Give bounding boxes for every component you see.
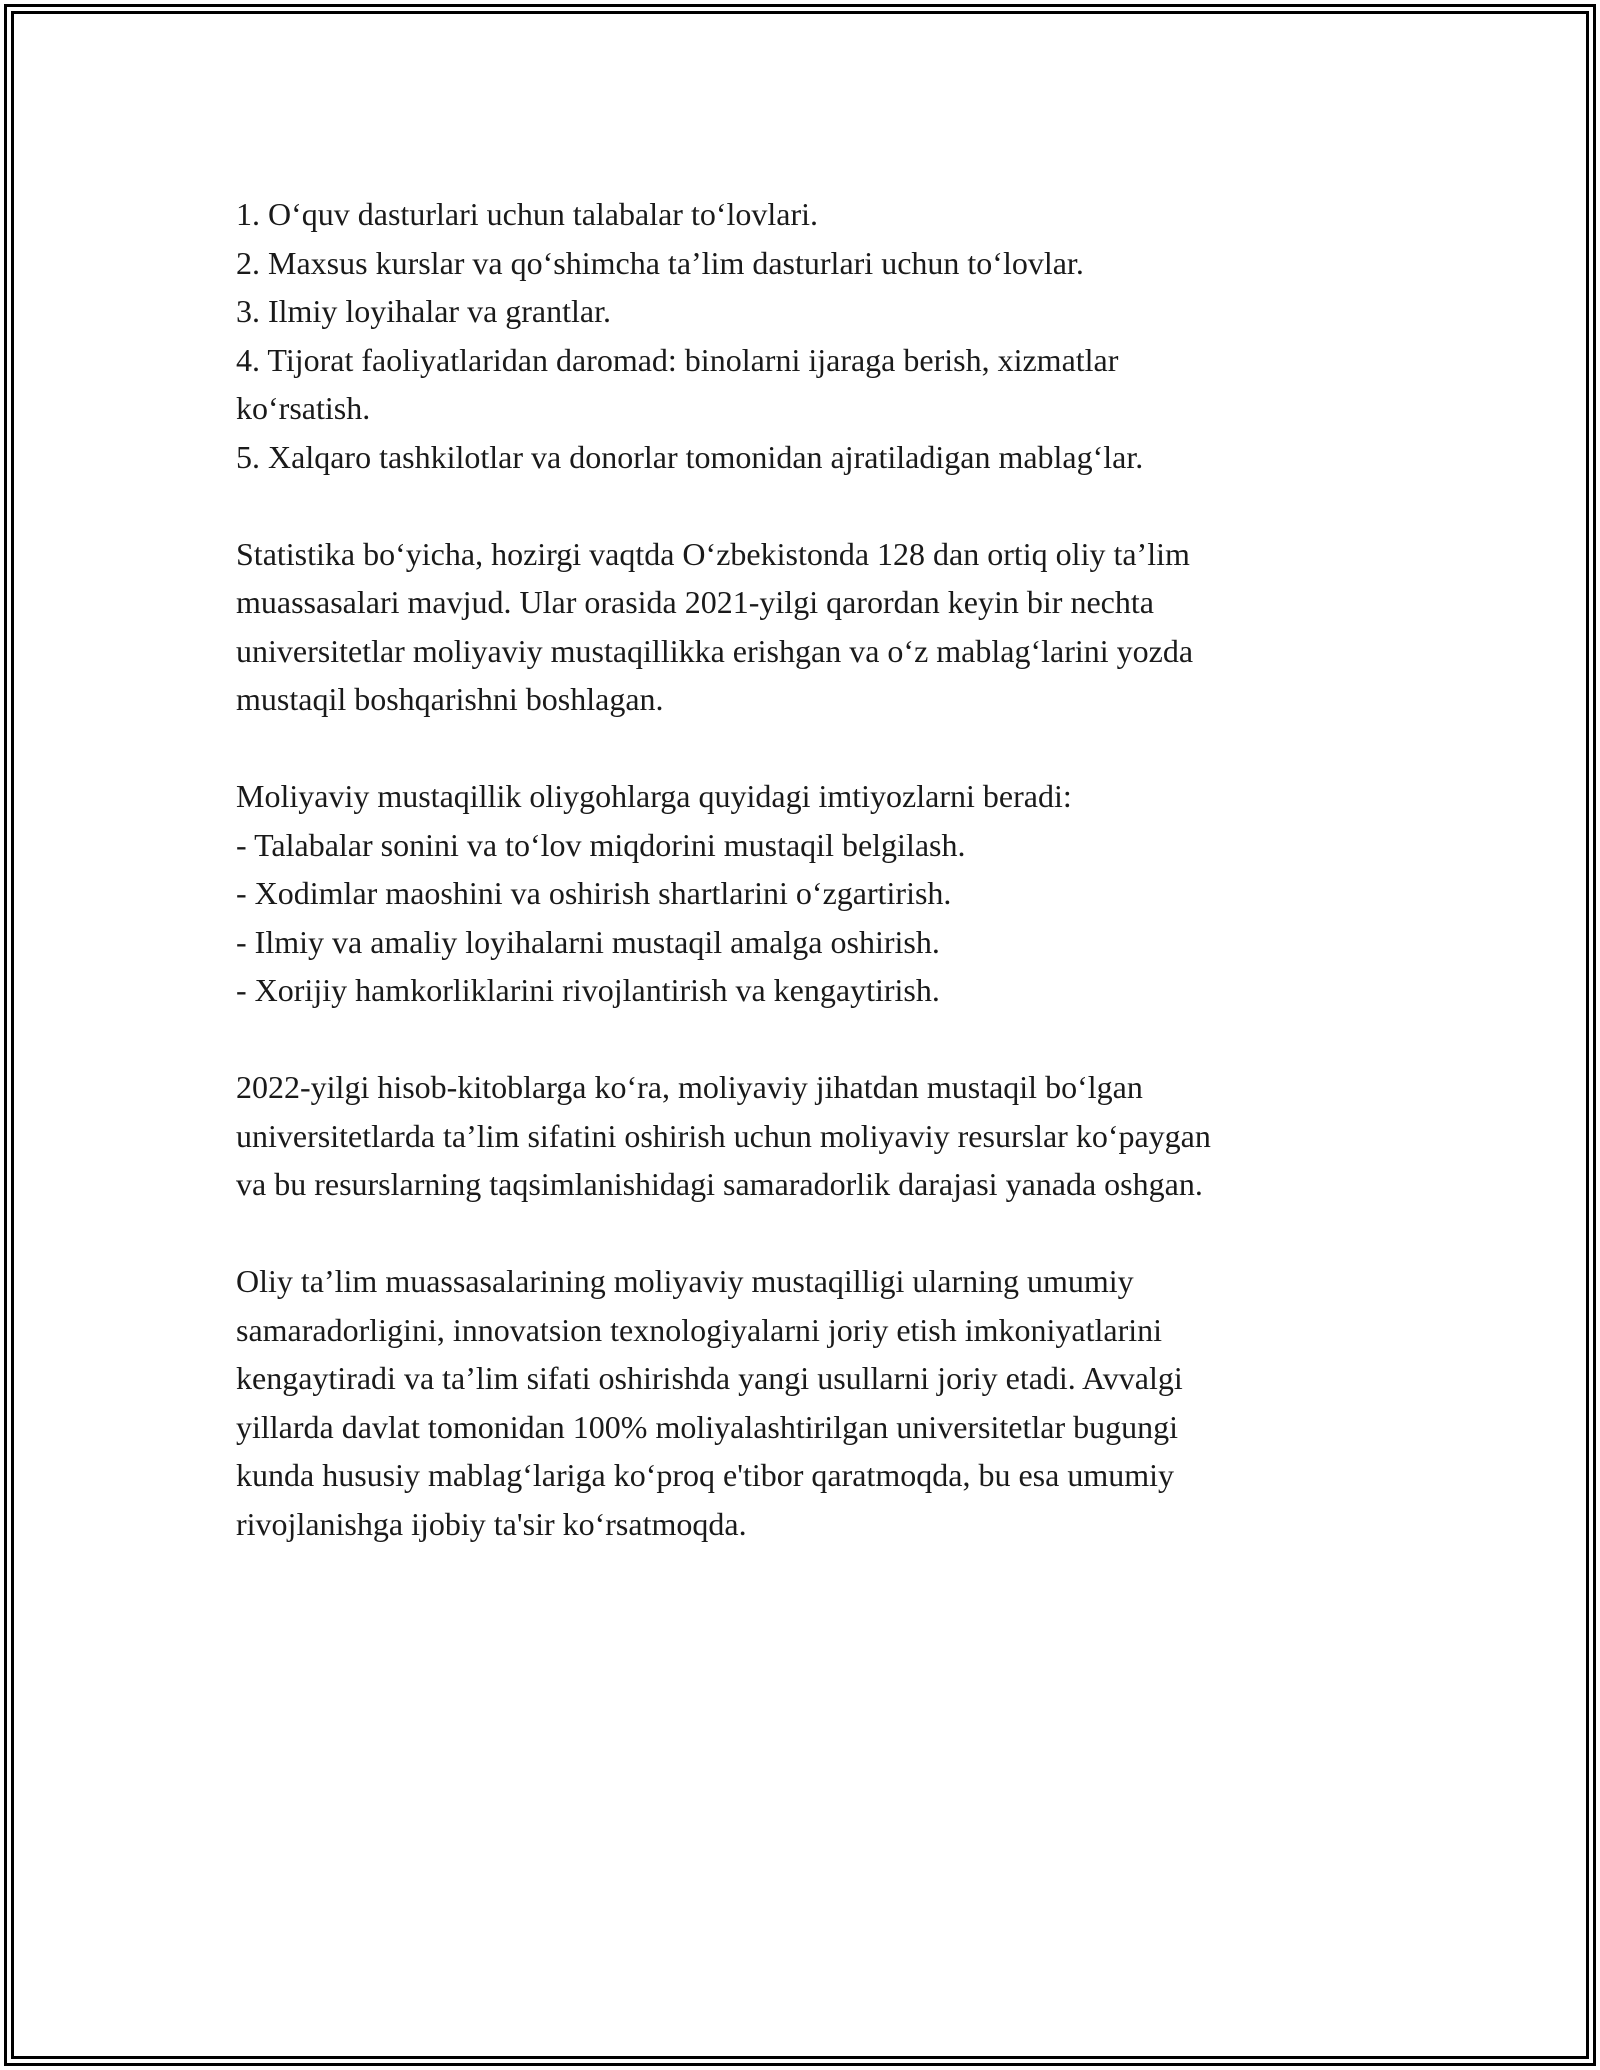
paragraph-line: Oliy ta’lim muassasalarining moliyaviy mustaqilligi ularning umumiy [236, 1263, 1134, 1299]
paragraph-line: va bu resurslarning taqsimlanishidagi samaradorlik darajasi yanada oshgan. [236, 1166, 1203, 1202]
document-body [236, 190, 1376, 1597]
list-item: 3. Ilmiy loyihalar va grantlar. [236, 293, 611, 329]
funding-sources-list [236, 190, 1376, 481]
benefits-section [236, 772, 1376, 1015]
benefit-item: - Ilmiy va amaliy loyihalarni mustaqil amalga oshirish. [236, 923, 940, 960]
benefit-item: - Xodimlar maoshini va oshirish shartlarini o‘zgartirish. [236, 875, 952, 911]
results-2022-paragraph [236, 1063, 1376, 1209]
paragraph-line: samaradorligini, innovatsion texnologiyalarni joriy etish imkoniyatlarini [236, 1311, 1163, 1348]
paragraph-line: rivojlanishga ijobiy ta'sir ko‘rsatmoqda. [236, 1505, 747, 1542]
benefit-item: - Talabalar sonini va to‘lov miqdorini mustaqil belgilash. [236, 826, 966, 863]
paragraph-line: universitetlar moliyaviy mustaqillikka erishgan va o‘z mablag‘larini yozda [236, 632, 1194, 669]
list-item: 1. O‘quv dasturlari uchun talabalar to‘lovlari. [236, 196, 819, 232]
conclusion-paragraph [236, 1257, 1376, 1548]
paragraph-line: 2022-yilgi hisob-kitoblarga ko‘ra, moliyaviy jihatdan mustaqil bo‘lgan [236, 1069, 1143, 1105]
list-item-continuation: ko‘rsatish. [236, 390, 371, 426]
paragraph-line: kengaytiradi va ta’lim sifati oshirishda yangi usullarni joriy etadi. Avvalgi [236, 1360, 1183, 1396]
list-item: 2. Maxsus kurslar va qo‘shimcha ta’lim dasturlari uchun to‘lovlar. [236, 244, 1084, 281]
paragraph-line: kunda hususiy mablag‘lariga ko‘proq e'tibor qaratmoqda, bu esa umumiy [236, 1457, 1174, 1493]
benefit-item: - Xorijiy hamkorliklarini rivojlantirish va kengaytirish. [236, 972, 940, 1008]
paragraph-line: yillarda davlat tomonidan 100% moliyalashtirilgan universitetlar bugungi [236, 1408, 1179, 1445]
list-item: 5. Xalqaro tashkilotlar va donorlar tomonidan ajratiladigan mablag‘lar. [236, 438, 1144, 475]
list-item: 4. Tijorat faoliyatlaridan daromad: binolarni ijaraga berish, xizmatlar [236, 341, 1119, 378]
paragraph-line: Statistika bo‘yicha, hozirgi vaqtda O‘zbekistonda 128 dan ortiq oliy ta’lim [236, 535, 1190, 572]
benefits-intro: Moliyaviy mustaqillik oliygohlarga quyidagi imtiyozlarni beradi: [236, 778, 1072, 814]
paragraph-line: mustaqil boshqarishni boshlagan. [236, 681, 664, 717]
statistics-paragraph [236, 530, 1376, 724]
paragraph-line: muassasalari mavjud. Ular orasida 2021-yilgi qarordan keyin bir nechta [236, 584, 1154, 620]
paragraph-line: universitetlarda ta’lim sifatini oshirish uchun moliyaviy resurslar ko‘paygan [236, 1117, 1211, 1154]
